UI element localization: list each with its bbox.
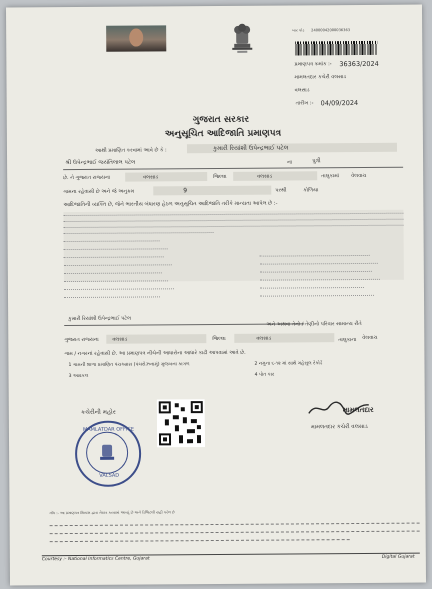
basis-item-3: 3 આવકલ	[68, 373, 89, 380]
taluka: વેલવાચ	[351, 172, 367, 180]
officer-title: મામલતદાર	[342, 405, 374, 415]
government-title: ગુજરાત સરકાર	[192, 114, 250, 126]
certificate-id: 24000042000036363	[311, 28, 351, 33]
caste: કોળિયા	[303, 187, 319, 194]
seal-bottom-text: VALSAD	[99, 472, 120, 479]
cert-no-label: પ્રમાણપત્ર ક્રમાંક :-	[294, 61, 332, 68]
village: વલસાડ	[143, 174, 159, 181]
res-state: ગુજરાત રાજ્યના	[64, 336, 99, 344]
village-prefix: છે. ને ગુજરાત રાજ્યના	[63, 174, 111, 182]
footer-fine-line	[50, 523, 420, 527]
district-field	[233, 171, 317, 181]
office-name: મામલતદાર કચેરી વલસાડ	[294, 74, 347, 81]
holder-name: કુમારી રિયાંશી ઉપેન્દ્રભાઈ પટેલ	[68, 315, 132, 323]
digital-gujarat-text: Digital Gujarat	[381, 554, 415, 560]
order-prefix: ગામના રહેવાસી છે અને જે અનુક્રમ	[63, 188, 135, 196]
seal-emblem-icon	[97, 441, 117, 463]
footer-rule	[42, 553, 420, 557]
res-taluka-label: તાલુકાના	[338, 337, 357, 344]
order-no: 9	[183, 187, 188, 195]
applicant-photo	[106, 25, 166, 51]
basis-item-1: 1 ગામની શાળા પ્રમાણિત પંચક્યાસ (પંચરોઝનામું) મુજબના કાગળ	[68, 362, 190, 369]
res-taluka: વેલવાચ	[362, 334, 378, 341]
legal-list-row	[64, 280, 168, 282]
village-field	[125, 172, 207, 182]
relation: પુત્રી	[312, 158, 321, 165]
basis-item-2: 2 નમુના ૬-૧૨ માં સાથે મહેસૂલ રેકોર્ડ	[254, 361, 323, 367]
legal-list-row	[260, 295, 374, 297]
verification-qr-code	[157, 399, 205, 447]
legal-list-row	[260, 279, 380, 281]
certificate-sheet	[6, 5, 426, 586]
legal-list-row	[64, 296, 160, 298]
courtesy-text: Courtesy :- National Informatics Centre, Gujarat	[41, 556, 150, 563]
order-field	[153, 186, 271, 196]
applicant-name: કુમારી રિયાંશી ઉપેન્દ્રભાઈ પટેલ	[212, 144, 289, 153]
parent-name: શ્રી ઉપેન્દ્રભાઈ જયંતિલાલ પટેલ	[65, 159, 136, 167]
certificate-title: અનુસૂચિત આદિજાતિ પ્રમાણપત્ર	[164, 128, 282, 140]
caste-label: પરથી	[275, 187, 287, 194]
res-district-field	[234, 333, 334, 343]
district: વલસાડ	[257, 173, 273, 180]
tribe-statement: આદિજાતિની વ્યક્તિ છે, જેને ભારતીય બંધારણ હેઠળ અનુસૂચિત આદિજાતિ તરીકે માન્યતા આપેલ છે :-	[63, 200, 278, 209]
taluka-label: તાલુકામાં	[321, 173, 340, 180]
date-label: તારીખ :-	[295, 100, 314, 107]
cert-no: 36363/2024	[339, 59, 379, 69]
footer-fine-line	[50, 539, 350, 542]
footer-note: નોંધ :- આ પ્રમાણપત્ર સિસ્ટમ દ્વારા તૈયાર કરવામાં આવ્યું છે અને ડિજિટલી સહી કરેલ છે	[49, 510, 175, 516]
mamlatdar-seal	[75, 421, 141, 487]
res-district: વલસાડ	[256, 335, 272, 342]
applicant-face	[129, 29, 143, 47]
seal-top-text: MAMLATDAR OFFICE	[82, 426, 135, 433]
district-label: જિલ્લા	[213, 173, 227, 181]
certificate-barcode	[295, 41, 377, 56]
footer-fine-line	[50, 531, 420, 535]
officer-office: મામલતદાર કચેરી વલસાડ	[310, 423, 368, 431]
parent-na: ના	[287, 159, 293, 166]
res-district-label: જિલ્લા	[212, 335, 226, 343]
office-seal-label: કચેરીની મહોર	[80, 408, 116, 416]
cert-to-label: આથી પ્રમાણિત કરવામાં આવે છે કે :	[94, 147, 167, 154]
issue-date: 04/09/2024	[320, 99, 359, 108]
row2-underline	[63, 167, 403, 170]
residence-statement: ગામ / નગરનાં રહેવાસી છે. આ પ્રમાણપત્ર નીચેની આધારોના આધારે કાઢી આપવામાં આવે છે.	[64, 349, 246, 358]
family-tail: અને અથવા તેનો / તેણીનો પરિવાર સામાન્ય રીતે	[266, 320, 362, 328]
basis-item-4: 4 પોત કાર	[254, 372, 275, 378]
legal-list-row	[260, 287, 364, 289]
res-village: વલસાડ	[112, 336, 128, 343]
national-emblem-icon	[228, 22, 256, 54]
legal-list-row	[64, 288, 174, 290]
office-city: વલસાડ	[294, 87, 310, 94]
qr-label: બાર કોડ	[292, 28, 305, 33]
